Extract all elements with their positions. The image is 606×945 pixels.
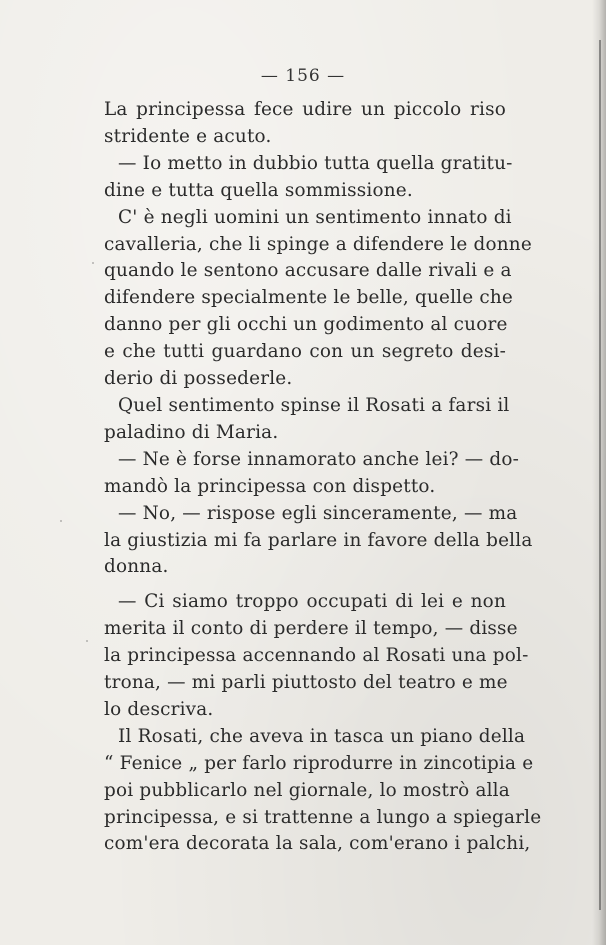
text-line: e che tutti guardano con un segreto desi-	[104, 341, 506, 363]
body-text	[104, 97, 542, 858]
text-line: derio di possederle.	[104, 368, 293, 390]
text-line: dine e tutta quella sommissione.	[104, 179, 413, 201]
text-line: “ Fenice „ per farlo riprodurre in zincotipia e	[104, 752, 534, 774]
text-line: la principessa accennando al Rosati una pol-	[104, 645, 529, 667]
text-line: trona, — mi parli piuttosto del teatro e me	[104, 672, 508, 694]
text-line: cavalleria, che li spinge a difendere le donne	[104, 233, 532, 255]
text-line: mandò la principessa con dispetto.	[104, 475, 436, 497]
text-line: lo descriva.	[104, 698, 214, 720]
text-line: com'era decorata la sala, com'erano i palchi,	[104, 833, 531, 855]
text-line: — Ne è forse innamorato anche lei? — do-	[118, 448, 520, 470]
paper-speck	[86, 640, 88, 642]
text-line: merita il conto di perdere il tempo, — disse	[104, 618, 518, 640]
text-line: Il Rosati, che aveva in tasca un piano della	[118, 725, 526, 747]
paper-speck	[92, 262, 94, 264]
text-line: paladino di Maria.	[104, 421, 279, 443]
text-line: danno per gli occhi un godimento al cuore	[104, 314, 508, 336]
text-line: La principessa fece udire un piccolo riso	[104, 99, 506, 120]
text-line: stridente e acuto.	[104, 125, 272, 147]
text-line: difendere specialmente le belle, quelle che	[104, 287, 514, 309]
text-line: poi pubblicarlo nel giornale, lo mostrò alla	[104, 779, 510, 801]
page-number: — 156 —	[260, 66, 346, 86]
text-line: — Io metto in dubbio tutta quella gratitu-	[118, 152, 513, 174]
text-line: Quel sentimento spinse il Rosati a farsi il	[118, 394, 510, 416]
page-edge-line	[599, 40, 601, 910]
text-line: donna.	[104, 556, 169, 578]
text-line: quando le sentono accusare dalle rivali e a	[104, 260, 512, 282]
text-line: — No, — rispose egli sinceramente, — ma	[118, 502, 518, 524]
paragraph-gap	[104, 581, 506, 589]
text-line: — Ci siamo troppo occupati di lei e non	[118, 591, 506, 613]
text-line: principessa, e si trattenne a lungo a spiegarle	[104, 806, 542, 828]
text-line: C' è negli uomini un sentimento innato di	[118, 206, 512, 228]
text-line: la giustizia mi fa parlare in favore della bella	[104, 529, 533, 551]
paper-speck	[60, 520, 62, 522]
